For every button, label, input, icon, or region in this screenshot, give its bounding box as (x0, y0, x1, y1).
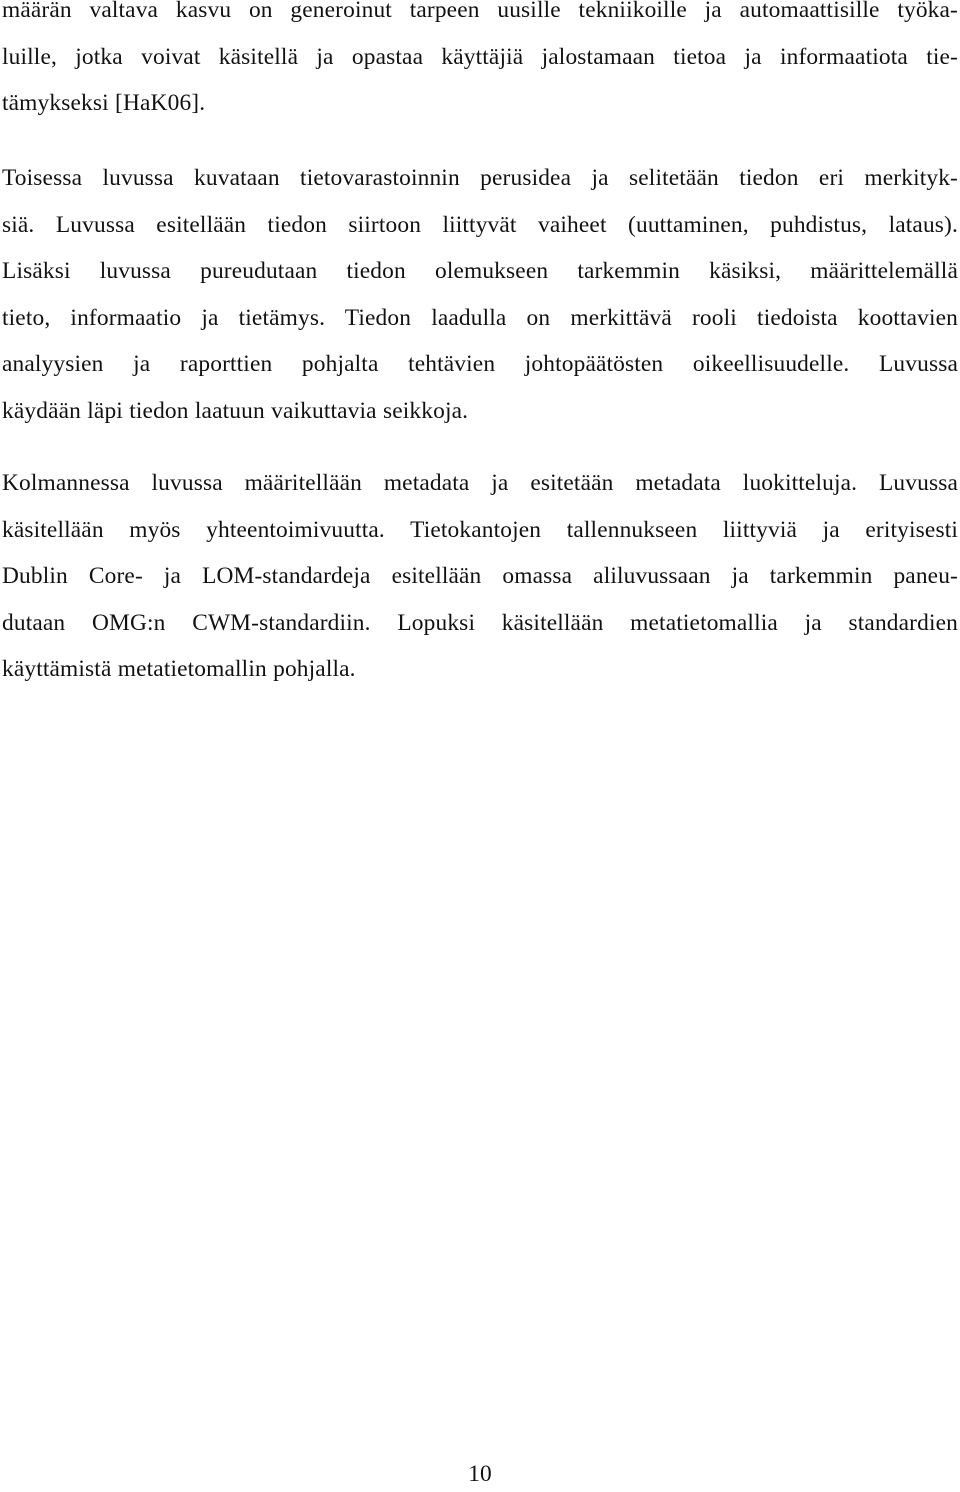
text-line: Lisäksi luvussa pureudutaan tiedon olemukseen tarkemmin käsiksi, määrittelemällä (2, 258, 958, 284)
text-line: Kolmannessa luvussa määritellään metadata ja esitetään metadata luokitteluja. Luvussa (2, 470, 958, 496)
paragraph-chapter-two-summary (2, 155, 958, 434)
text-line: dutaan OMG:n CWM-standardiin. Lopuksi käsitellään metatietomallia ja standardien (2, 609, 958, 636)
page-number: 10 (468, 1461, 492, 1487)
text-line: tämykseksi [HaK06]. (2, 90, 206, 116)
text-line: käydään läpi tiedon laatuun vaikuttavia seikkoja. (2, 397, 469, 424)
paragraph-intro-continuation (2, 0, 958, 127)
text-line: tieto, informaatio ja tietämys. Tiedon laadulla on merkittävä rooli tiedoista koottavien (2, 304, 958, 331)
text-line: siä. Luvussa esitellään tiedon siirtoon liittyvät vaiheet (uuttaminen, puhdistus, lataus). (2, 211, 958, 238)
text-line: luille, jotka voivat käsitellä ja opastaa käyttäjiä jalostamaan tietoa ja informaatiota tie- (2, 43, 958, 70)
text-line: Dublin Core- ja LOM-standardeja esitellään omassa aliluvussaan ja tarkemmin paneu- (2, 563, 958, 589)
text-line: määrän valtava kasvu on generoinut tarpeen uusille tekniikoille ja automaattisille työka- (2, 0, 958, 23)
text-line: käsitellään myös yhteentoimivuutta. Tietokantojen tallennukseen liittyviä ja erityisesti (2, 516, 958, 543)
paragraph-chapter-three-summary (2, 460, 958, 693)
text-line: käyttämistä metatietomallin pohjalla. (2, 656, 356, 682)
text-line: Toisessa luvussa kuvataan tietovarastoinnin perusidea ja selitetään tiedon eri merkityk- (2, 165, 958, 191)
text-line: analyysien ja raporttien pohjalta tehtävien johtopäätösten oikeellisuudelle. Luvussa (2, 351, 958, 377)
